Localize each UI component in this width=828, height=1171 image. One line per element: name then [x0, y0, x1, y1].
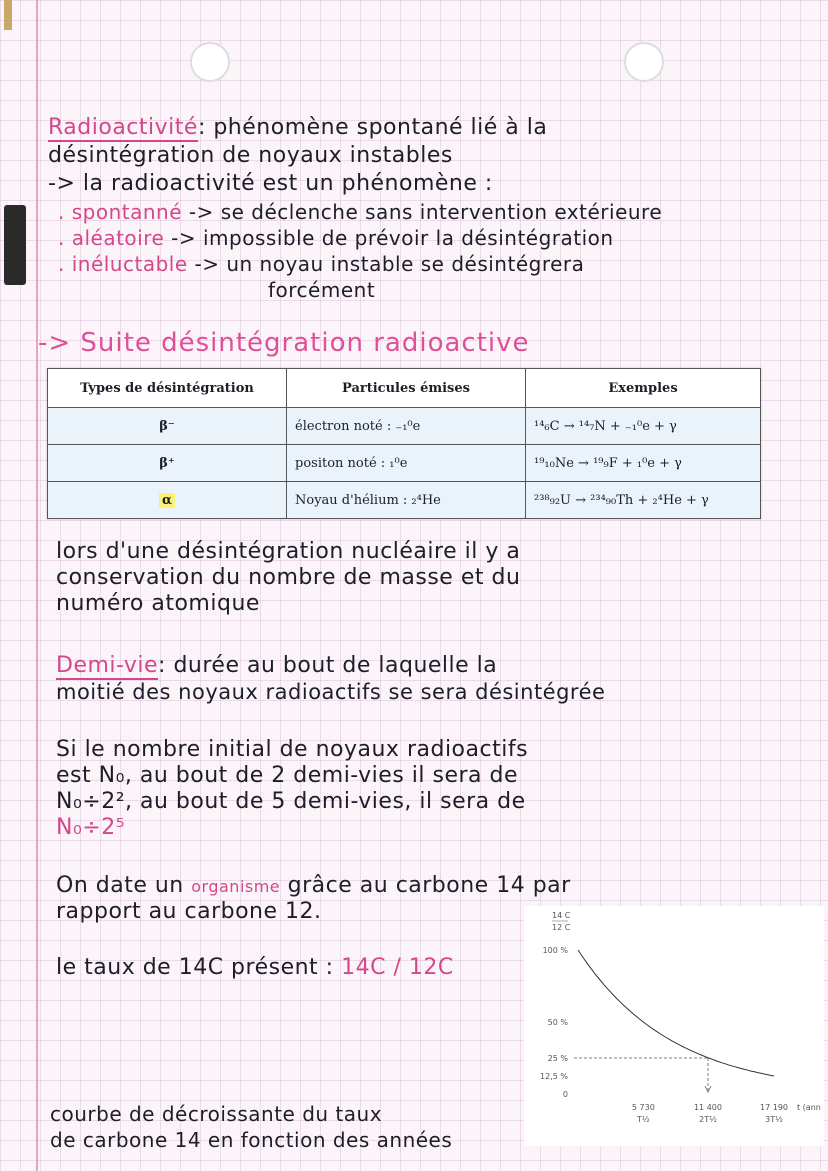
decay-chart-svg — [524, 906, 824, 1146]
y-axis-label: 12 C — [552, 923, 571, 932]
table-row — [48, 445, 761, 482]
text-fragment: On date un — [56, 873, 184, 898]
decay-type: β⁻ — [48, 408, 287, 445]
keyword-desc: -> impossible de prévoir la désintégration — [171, 226, 614, 250]
table-row — [48, 482, 761, 519]
y-tick-label: 50 % — [547, 1018, 568, 1027]
decay-type — [48, 482, 287, 519]
example-cell: ¹⁹₁₀Ne → ¹⁹₉F + ₁⁰e + γ — [526, 445, 761, 482]
text-fragment: le taux de 14C présent : — [56, 955, 334, 980]
y-tick-label: 25 % — [547, 1054, 568, 1063]
body-line-4 — [56, 654, 497, 678]
decay-chart — [524, 906, 824, 1146]
body-line-1: lors d'une désintégration nucléaire il y a — [56, 539, 521, 564]
table-header-row — [48, 369, 761, 408]
body-line-7: est N₀, au bout de 2 demi-vies il sera de — [56, 763, 519, 788]
body-line-12 — [56, 956, 454, 980]
heading-demi-vie: Demi-vie — [56, 653, 159, 678]
body-line-2: conservation du nombre de masse et du — [56, 565, 521, 590]
example-cell: ²³⁸₉₂U → ²³⁴₉₀Th + ₂⁴He + γ — [526, 482, 761, 519]
definition-text: : phénomène spontané lié à la — [197, 115, 548, 140]
ratio-fraction: 14C / 12C — [341, 955, 454, 980]
particle-cell: Noyau d'hélium : ₂⁴He — [287, 482, 526, 519]
punch-hole — [624, 42, 664, 82]
note-line-3: -> la radioactivité est un phénomène : — [48, 171, 493, 196]
x-tick-sublabel: T½ — [637, 1115, 650, 1124]
body-line-13: courbe de décroissante du taux — [50, 1102, 383, 1126]
body-line-6: Si le nombre initial de noyaux radioactifs — [56, 737, 529, 762]
decay-table — [47, 368, 761, 519]
binder-tab — [4, 205, 26, 285]
highlighted-alpha: α — [159, 493, 175, 508]
x-tick-label: 5 730 — [631, 1103, 655, 1112]
decay-type: β⁺ — [48, 445, 287, 482]
body-line-8: N₀÷2², au bout de 5 demi-vies, il sera de — [56, 789, 526, 814]
text-fragment: grâce au carbone 14 par — [287, 873, 571, 898]
keyword-organisme: organisme — [191, 877, 281, 896]
note-line-7: forcément — [268, 278, 376, 302]
definition-text: : durée au bout de laquelle la — [158, 653, 498, 678]
y-axis-label: 14 C — [552, 911, 571, 920]
y-tick-label: 12,5 % — [540, 1072, 568, 1081]
body-line-3: numéro atomique — [56, 591, 260, 616]
keyword-spontane: . spontanné — [58, 200, 182, 224]
keyword-aleatoire: . aléatoire — [58, 226, 165, 250]
x-tick-sublabel: 3T½ — [765, 1115, 783, 1124]
keyword-desc: -> se déclenche sans intervention extérieure — [188, 200, 663, 224]
body-line-9: N₀÷2⁵ — [56, 815, 126, 840]
example-cell: ¹⁴₆C → ¹⁴₇N + ₋₁⁰e + γ — [526, 408, 761, 445]
particle-cell: électron noté : ₋₁⁰e — [287, 408, 526, 445]
heading-radioactivite: Radioactivité — [48, 115, 198, 140]
note-line-6 — [58, 252, 584, 276]
body-line-11: rapport au carbone 12. — [56, 899, 322, 924]
table-header: Types de désintégration — [48, 369, 287, 408]
keyword-desc: -> un noyau instable se désintégrera — [194, 252, 585, 276]
body-line-14: de carbone 14 en fonction des années — [50, 1128, 453, 1152]
table-row — [48, 408, 761, 445]
note-line-4 — [58, 200, 662, 224]
x-tick-label: 11 400 — [693, 1103, 722, 1112]
body-line-5: moitié des noyaux radioactifs se sera désintégrée — [56, 680, 606, 704]
keyword-ineluctable: . inéluctable — [58, 252, 188, 276]
table-header: Particules émises — [287, 369, 526, 408]
note-line-2: désintégration de noyaux instables — [48, 143, 453, 168]
punch-hole — [190, 42, 230, 82]
particle-cell: positon noté : ₁⁰e — [287, 445, 526, 482]
note-line-1 — [48, 116, 547, 140]
x-tick-label: 17 190 — [760, 1103, 788, 1112]
decay-curve — [578, 950, 774, 1076]
binder-edge — [4, 0, 12, 30]
y-tick-label: 0 — [562, 1090, 568, 1099]
note-line-5 — [58, 226, 614, 250]
x-axis-label: t (ann — [797, 1103, 821, 1112]
body-line-10 — [56, 874, 571, 899]
margin-line — [36, 0, 38, 1171]
y-tick-label: 100 % — [542, 946, 568, 955]
section-title-suite: -> Suite désintégration radioactive — [38, 328, 530, 358]
table-header: Exemples — [526, 369, 761, 408]
x-tick-sublabel: 2T½ — [699, 1115, 717, 1124]
